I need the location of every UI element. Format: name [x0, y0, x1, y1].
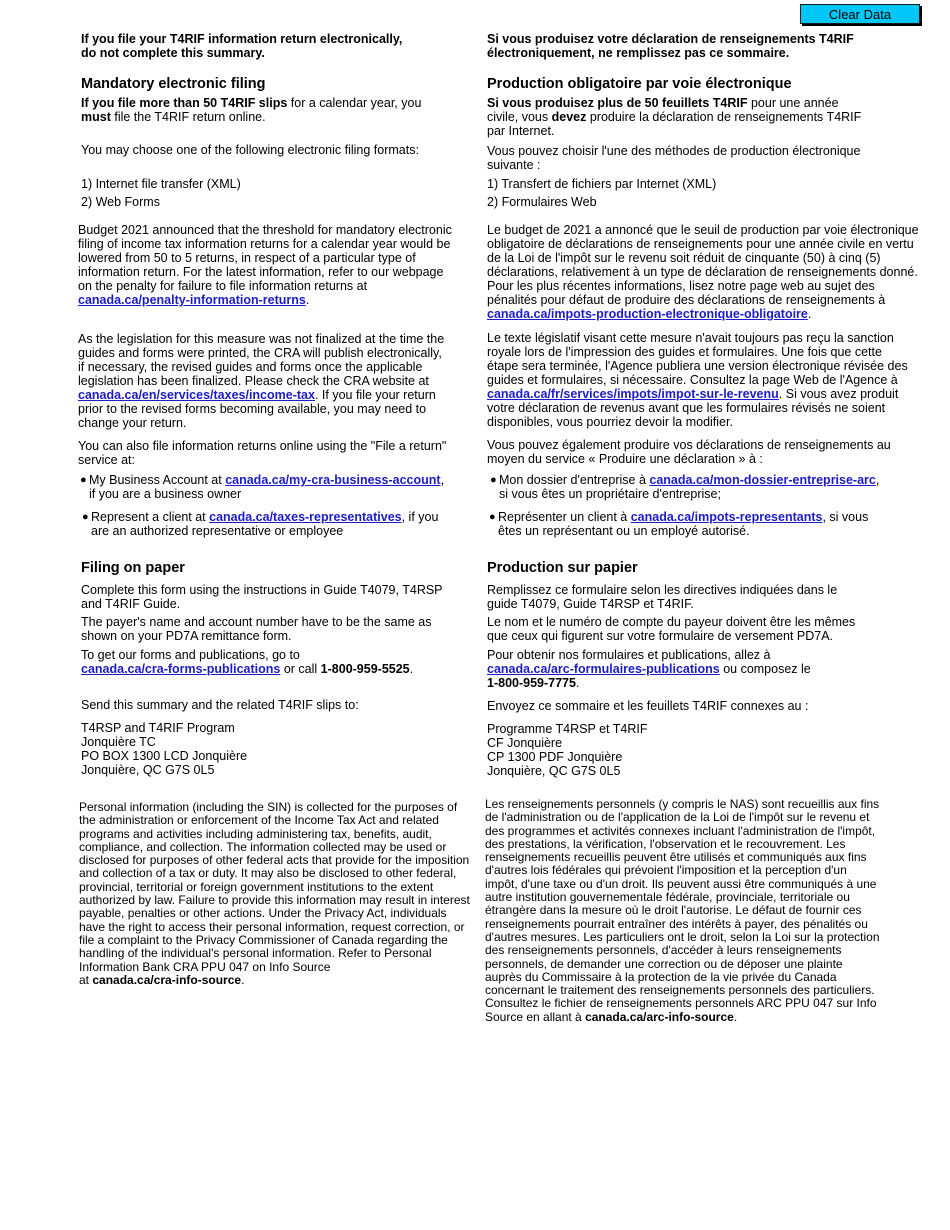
mandatory-text: produire la déclaration de renseignements T4RIF [586, 110, 862, 124]
format-xml-fr: 1) Transfert de fichiers par Internet (XML) [487, 177, 717, 191]
paper-line: and T4RIF Guide. [81, 597, 181, 611]
bullet-text: Représenter un client à [498, 510, 631, 524]
mandatory-bold: If you file more than 50 T4RIF slips [81, 96, 288, 110]
privacy-line: autre institution gouvernementale fédérale, provinciale, territoriale ou [485, 890, 850, 905]
mailing-address-fr [487, 722, 647, 778]
budget-line: déclarations, relativement à un type de déclaration de renseignements donné. [487, 265, 918, 279]
arc-formulaires-publications-link[interactable]: canada.ca/arc-formulaires-publications [487, 662, 720, 676]
paper-line: The payer's name and account number have to be the same as [81, 615, 432, 629]
legislation-line: disponibles, vous pourriez devoir la modifier. [487, 415, 733, 429]
paper-line: Complete this form using the instructions in Guide T4079, T4RSP [81, 583, 443, 597]
bullet-icon: ● [490, 474, 497, 486]
bullet-business-account-fr [490, 473, 880, 501]
privacy-line: provincial, territorial or foreign government institutions to the extent [79, 879, 434, 894]
notice-line: do not complete this summary. [81, 46, 265, 60]
impot-sur-le-revenu-link[interactable]: canada.ca/fr/services/impots/impot-sur-le-revenu [487, 387, 779, 401]
address-line: CP 1300 PDF Jonquière [487, 750, 623, 764]
privacy-line: Personal information (including the SIN) is collected for the purposes of [79, 800, 458, 814]
privacy-line: have the right to access their personal information, request correction, or [79, 919, 465, 934]
paper-paragraph-1 [81, 583, 443, 611]
budget-line: lowered from 50 to 5 returns, in respect of a particular type of [78, 251, 416, 265]
legislation-line: Le texte législatif visant cette mesure n'avait toujours pas reçu la sanction [487, 331, 894, 345]
bullet-icon: ● [82, 511, 89, 523]
privacy-line: d'autres lois fédérales qui prévoient l'imposition et la perception d'un [485, 863, 847, 878]
bullet-text: , si vous [822, 510, 869, 524]
privacy-line: authorized by law. Failure to provide this information may result in interest [79, 893, 470, 908]
formats-intro-fr [487, 144, 860, 172]
legislation-line: legislation has been finalized. Please check the CRA website at [78, 374, 429, 388]
privacy-line: Consultez le fichier de renseignements personnels ARC PPU 047 sur Info [485, 996, 877, 1011]
paper-line: ou composez le [719, 662, 811, 676]
bullet-text: are an authorized representative or employee [91, 524, 344, 538]
legislation-line: guides and forms were printed, the CRA will publish electronically, [78, 346, 442, 360]
devez-bold: devez [551, 110, 587, 124]
privacy-line: disclosed for purposes of other federal acts that provide for the imposition [79, 853, 470, 868]
privacy-line: d'autres mesures. Les particuliers ont le droit, selon la Loi sur la protection [485, 929, 880, 944]
bullet-text: si vous êtes un propriétaire d'entreprise; [499, 487, 721, 501]
legislation-line: votre déclaration de revenus avant que les formulaires révisés ne soient [487, 401, 886, 415]
mandatory-text: for a calendar year, you [287, 96, 422, 110]
send-to-text: Send this summary and the related T4RIF slips to: [81, 698, 359, 712]
budget-line: Pour les plus récentes informations, lisez notre page web au sujet des [487, 279, 875, 293]
must-bold: must [81, 110, 111, 124]
format-web-forms: 2) Web Forms [81, 195, 160, 209]
privacy-line: Les renseignements personnels (y compris le NAS) sont recueillis aux fins [485, 797, 880, 811]
mandatory-heading: Mandatory electronic filing [81, 76, 266, 92]
privacy-line: programs and activities including administering tax, benefits, audit, [79, 826, 432, 841]
legislation-line: change your return. [78, 416, 187, 430]
privacy-line: Source en allant à [485, 1009, 586, 1024]
privacy-line: at [79, 972, 93, 987]
file-return-line: moyen du service « Produire une déclaration » à : [487, 452, 763, 466]
bullet-text: , [875, 473, 880, 487]
budget-line: pénalités pour défaut de produire des déclarations de renseignements à [487, 293, 886, 307]
paper-line: To get our forms and publications, go to [81, 648, 300, 662]
budget-paragraph-fr: Le budget de 2021 a annoncé que le seuil de production par voie électronique obligatoire de déclarations de renseignements pour une année civile en vertu de la Loi de l'impôt sur le revenu soit réduit de cinquante (50) à cinq (5) déclarations, relativement à un type de déclaration de renseignements donné. Pour les plus récentes informations, lisez notre page web au sujet des pénalités pour défaut de produire des déclarations de renseignements à canada.ca/impots-production-electronique-obligatoire. [487, 223, 919, 321]
privacy-line: personnels, de demander une correction ou de déposer une plainte [485, 956, 843, 971]
privacy-line: de l'administration ou de l'application de la Loi de l'impôt sur le revenu et [485, 810, 870, 825]
bullet-represent-client-fr [489, 510, 869, 538]
budget-line: Budget 2021 announced that the threshold for mandatory electronic [78, 223, 452, 237]
file-return-line: service at: [78, 453, 135, 467]
budget-line: filing of income tax information returns for a calendar year would be [78, 237, 451, 251]
mailing-address [81, 721, 247, 777]
legislation-line: royale lors de l'impression des guides et formulaires. Une fois que cette [487, 345, 882, 359]
file-return-paragraph [78, 439, 446, 467]
privacy-line: Information Bank CRA PPU 047 on Info Source [79, 959, 331, 974]
privacy-line: payable, penalties or other actions. Under the Privacy Act, individuals [79, 906, 447, 921]
privacy-line: compliance, and collection. The information collected may be used or [79, 839, 447, 854]
bullet-text: Mon dossier d'entreprise à [499, 473, 650, 487]
mandatory-heading-fr: Production obligatoire par voie électronique [487, 76, 792, 92]
format-web-forms-fr: 2) Formulaires Web [487, 195, 597, 209]
budget-paragraph: Budget 2021 announced that the threshold for mandatory electronic filing of income tax information returns for a calendar year would be lowered from 50 to 5 returns, in respect of a particular type of information return. For the latest information, refer to our webpage on the penalty for failure to file information returns at canada.ca/penalty-information-returns. [78, 223, 452, 307]
privacy-line: étrangère dans la mesure où le droit l'autorise. Le défaut de fournir ces [485, 903, 862, 918]
notice-line: électroniquement, ne remplissez pas ce sommaire. [487, 46, 790, 60]
file-return-line: You can also file information returns online using the "File a return" [78, 439, 447, 453]
mandatory-bold: Si vous produisez plus de 50 feuillets T4RIF [487, 96, 748, 110]
legislation-line: As the legislation for this measure was not finalized at the time the [78, 332, 445, 346]
paper-heading-fr: Production sur papier [487, 560, 638, 576]
budget-line: de la Loi de l'impôt sur le revenu soit réduit de cinquante (50) à cinq (5) [487, 251, 881, 265]
privacy-line: auprès du Commissaire à la protection de la vie privée du Canada [485, 969, 837, 984]
notice-line: Si vous produisez votre déclaration de renseignements T4RIF [487, 32, 854, 46]
address-line: Jonquière, QC G7S 0L5 [487, 764, 621, 778]
cra-forms-publications-link[interactable]: canada.ca/cra-forms-publications [81, 662, 281, 676]
paper-paragraph-2-fr [487, 615, 855, 643]
mandatory-text: par Internet. [487, 124, 555, 138]
formats-intro: You may choose one of the following electronic filing formats: [81, 143, 419, 157]
my-cra-business-account-link[interactable]: canada.ca/my-cra-business-account [225, 473, 441, 487]
bullet-icon: ● [80, 474, 87, 486]
privacy-notice-fr: Les renseignements personnels (y compris le NAS) sont recueillis aux fins de l'administration ou de l'application de la Loi de l'impôt sur le revenu et des programmes et activités connexes incluant l'administration de l'impôt, des prestations, la vérification, l'observation et le recouvrement. Les renseignements recueillis peuvent être utilisés et communiqués aux fins d'autres lois fédérales qui prévoient l'imposition et la perception d'un impôt, d'une taxe ou d'un droit. Ils peuvent aussi être communiqués à une autre institution gouvernementale fédérale, provinciale, territoriale ou étrangère dans la mesure où le droit l'autorise. Le défaut de fournir ces renseignements pourrait entraîner des intérêts à payer, des pénalités ou d'autres mesures. Les particuliers ont le droit, selon la Loi sur la protection des renseignements personnels, d'accéder à leurs renseignements personnels, de demander une correction ou de déposer une plainte auprès du Commissaire à la protection de la vie privée du Canada concernant le traitement des renseignements personnels des particuliers. Consultez le fichier de renseignements personnels ARC PPU 047 sur Info Source en allant à canada.ca/arc-info-source. [485, 797, 880, 1024]
address-line: T4RSP and T4RIF Program [81, 721, 235, 735]
formats-line: Vous pouvez choisir l'une des méthodes de production électronique [487, 144, 861, 158]
phone-number: 1-800-959-7775 [487, 676, 576, 690]
privacy-line: des prestations, la vérification, l'observation et le recouvrement. Les [485, 836, 846, 851]
mandatory-text: file the T4RIF return online. [110, 110, 266, 124]
budget-line: on the penalty for failure to file information returns at [78, 279, 368, 293]
legislation-line: . Si vous avez produit [778, 387, 899, 401]
phone-number: 1-800-959-5525 [320, 662, 410, 676]
paper-paragraph-3: To get our forms and publications, go to canada.ca/cra-forms-publications or call 1-800-959-5525. [81, 648, 414, 676]
notice-line: If you file your T4RIF information return electronically, [81, 32, 403, 46]
privacy-line: the administration or enforcement of the Income Tax Act and related [79, 813, 439, 828]
legislation-line: prior to the revised forms becoming available, you may need to [78, 402, 427, 416]
legislation-line: étape sera terminée, l'Agence publiera une version électronique révisée des [487, 359, 908, 373]
electronic-filing-notice [81, 32, 402, 60]
privacy-line: renseignements pourrait entraîner des intérêts à payer, des pénalités ou [485, 916, 868, 931]
address-line: Programme T4RSP et T4RIF [487, 722, 648, 736]
paper-line: Remplissez ce formulaire selon les directives indiquées dans le [487, 583, 838, 597]
impots-representants-link[interactable]: canada.ca/impots-representants [630, 510, 823, 524]
paper-paragraph-1-fr [487, 583, 837, 611]
mandatory-paragraph-fr [487, 96, 861, 138]
privacy-line: impôt, d'une taxe ou d'un droit. Ils peuvent aussi être communiqués à une [485, 876, 877, 891]
budget-line: obligatoire de déclarations de renseignements pour une année civile en vertu [487, 237, 914, 251]
legislation-line: if necessary, the revised guides and forms once the applicable [78, 360, 423, 374]
mandatory-text: civile, vous [487, 110, 552, 124]
bullet-business-account [80, 473, 445, 501]
bullet-text: Represent a client at [91, 510, 210, 524]
arc-info-source-text: canada.ca/arc-info-source [585, 1009, 734, 1024]
penalty-information-returns-link[interactable]: canada.ca/penalty-information-returns [78, 293, 306, 307]
paper-line: or call [280, 662, 321, 676]
formats-line: suivante : [487, 158, 541, 172]
bullet-represent-client [82, 510, 439, 538]
bullet-text: , if you [401, 510, 439, 524]
mon-dossier-entreprise-link[interactable]: canada.ca/mon-dossier-entreprise-arc [649, 473, 876, 487]
paper-line: shown on your PD7A remittance form. [81, 629, 292, 643]
legislation-line: . If you file your return [314, 388, 436, 402]
address-line: Jonquière, QC G7S 0L5 [81, 763, 215, 777]
bullet-text: , [440, 473, 445, 487]
legislation-line: guides et formulaires, si nécessaire. Consultez la page Web de l'Agence à [487, 373, 898, 387]
address-line: CF Jonquière [487, 736, 563, 750]
privacy-line: and collection of a tax or duty. It may also be disclosed to other federal, [79, 866, 457, 881]
paper-line: Pour obtenir nos formulaires et publications, allez à [487, 648, 771, 662]
budget-line: information return. For the latest information, refer to our webpage [78, 265, 444, 279]
electronic-filing-notice-fr [487, 32, 854, 60]
bullet-text: My Business Account at [89, 473, 226, 487]
mandatory-paragraph [81, 96, 421, 124]
budget-line: Le budget de 2021 a annoncé que le seuil de production par voie électronique [487, 223, 919, 237]
privacy-line: des renseignements personnels, d'accéder à leurs renseignements [485, 943, 842, 958]
privacy-line: handling of the individual's personal information. Refer to Personal [79, 946, 432, 961]
privacy-line: des programmes et activités connexes incluant l'administration de l'impôt, [485, 823, 876, 838]
paper-paragraph-2 [81, 615, 432, 643]
legislation-paragraph-fr [487, 331, 908, 429]
privacy-line: file a complaint to the Privacy Commissioner of Canada regarding the [79, 932, 448, 947]
clear-data-button[interactable]: Clear Data [800, 4, 920, 24]
bullet-icon: ● [489, 511, 496, 523]
taxes-representatives-link[interactable]: canada.ca/taxes-representatives [209, 510, 402, 524]
bullet-text: êtes un représentant ou un employé autorisé. [498, 524, 750, 538]
file-return-paragraph-fr [487, 438, 891, 466]
bullet-text: if you are a business owner [89, 487, 242, 501]
address-line: PO BOX 1300 LCD Jonquière [81, 749, 248, 763]
paper-heading: Filing on paper [81, 560, 185, 576]
paper-line: Le nom et le numéro de compte du payeur doivent être les mêmes [487, 615, 856, 629]
address-line: Jonquière TC [81, 735, 156, 749]
privacy-notice: Personal information (including the SIN) is collected for the purposes of the administration or enforcement of the Income Tax Act and related programs and activities including administering tax, benefits, audit, compliance, and collection. The information collected may be used or disclosed for purposes of other federal acts that provide for the imposition and collection of a tax or duty. It may also be disclosed to other federal, provincial, territorial or foreign government institutions to the extent authorized by law. Failure to provide this information may result in interest payable, penalties or other actions. Under the Privacy Act, individuals have the right to access their personal information, request correction, or file a complaint to the Privacy Commissioner of Canada regarding the handling of the individual's personal information. Refer to Personal Information Bank CRA PPU 047 on Info Source at canada.ca/cra-info-source. [79, 800, 470, 987]
send-to-text-fr: Envoyez ce sommaire et les feuillets T4RIF connexes au : [487, 699, 809, 713]
format-xml: 1) Internet file transfer (XML) [81, 177, 241, 191]
paper-paragraph-3-fr: Pour obtenir nos formulaires et publications, allez à canada.ca/arc-formulaires-publications ou composez le 1-800-959-7775. [487, 648, 811, 690]
paper-line: que ceux qui figurent sur votre formulaire de versement PD7A. [487, 629, 834, 643]
privacy-line: concernant le traitement des renseignements personnels des particuliers. [485, 983, 875, 998]
cra-info-source-text: canada.ca/cra-info-source [92, 972, 242, 987]
income-tax-link[interactable]: canada.ca/en/services/taxes/income-tax [78, 388, 315, 402]
impots-production-electronique-link[interactable]: canada.ca/impots-production-electronique-obligatoire [487, 307, 808, 321]
mandatory-text: pour une année [747, 96, 839, 110]
file-return-line: Vous pouvez également produire vos déclarations de renseignements au [487, 438, 891, 452]
paper-line: guide T4079, Guide T4RSP et T4RIF. [487, 597, 694, 611]
legislation-paragraph [78, 332, 444, 430]
privacy-line: renseignements recueillis peuvent être utilisés et communiqués aux fins [485, 850, 867, 865]
